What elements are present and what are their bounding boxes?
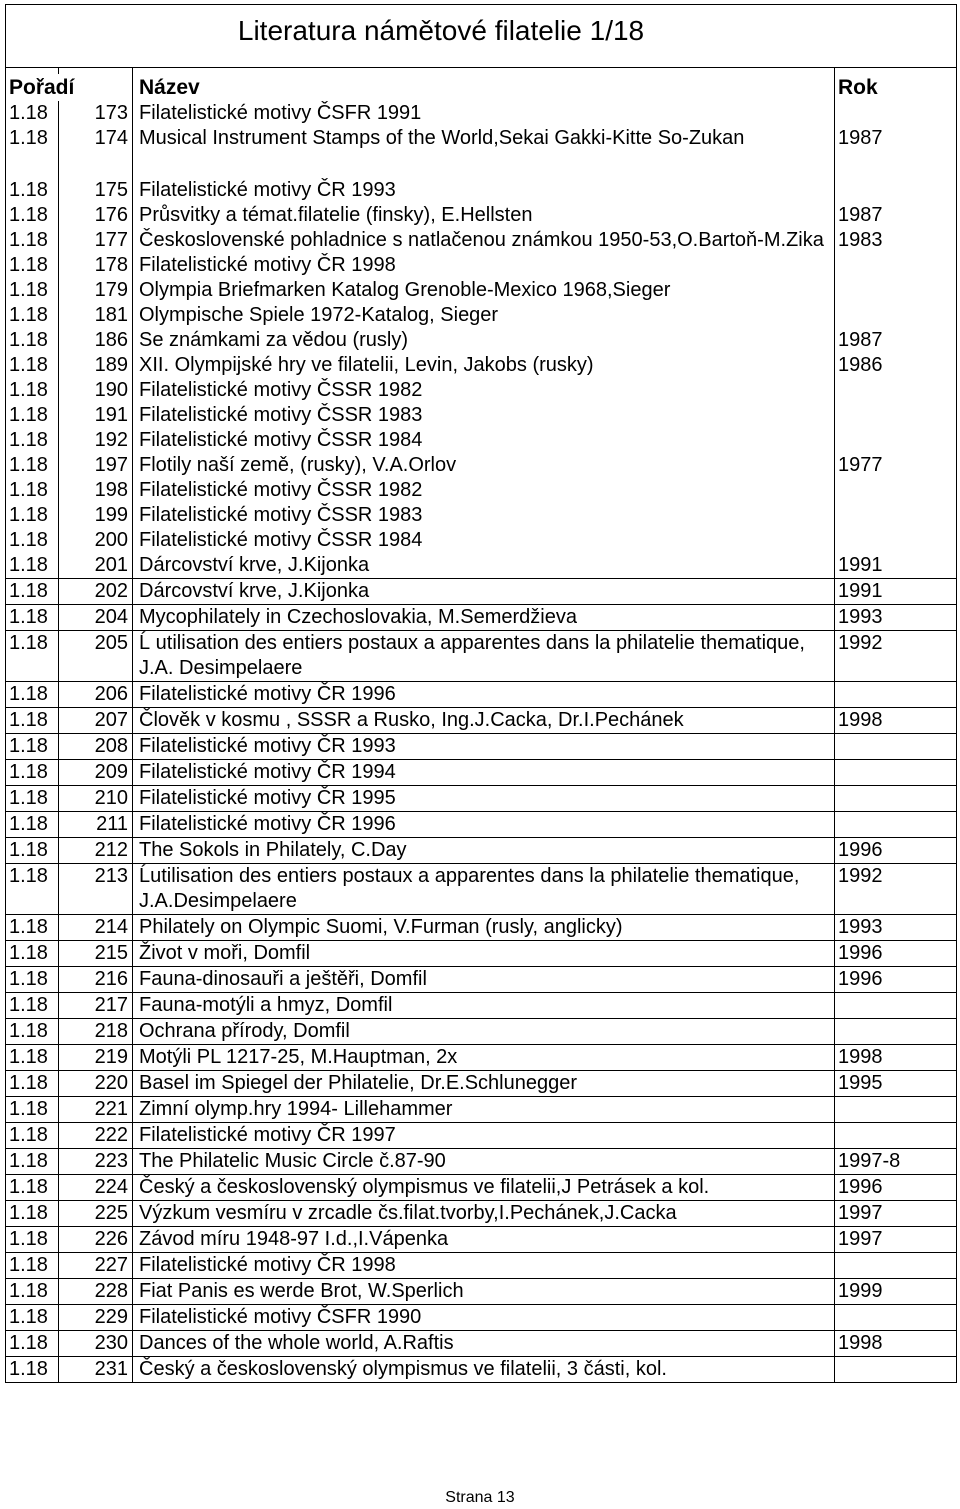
- row-title-cell: Filatelistické motivy ČSSR 1983: [133, 503, 835, 528]
- row-title-cell: The Sokols in Philately, C.Day: [133, 838, 835, 864]
- row-number-cell: 214: [59, 915, 133, 941]
- row-number-cell: 221: [59, 1097, 133, 1123]
- row-year-cell: 1992: [835, 631, 957, 682]
- row-number-cell: 197: [59, 453, 133, 478]
- table-row: [6, 253, 957, 278]
- table-row: [6, 1019, 957, 1045]
- row-number-cell: 226: [59, 1227, 133, 1253]
- row-order-cell: 1.18: [6, 428, 59, 453]
- row-year-cell: 1992: [835, 864, 957, 915]
- row-order-cell: 1.18: [6, 1279, 59, 1305]
- row-order-cell: 1.18: [6, 915, 59, 941]
- row-year-cell: 1996: [835, 941, 957, 967]
- row-order-cell: 1.18: [6, 228, 59, 253]
- row-title-cell: [133, 151, 835, 178]
- table-row: [6, 278, 957, 303]
- row-order-cell: 1.18: [6, 1175, 59, 1201]
- row-year-cell: [835, 812, 957, 838]
- row-order-cell: 1.18: [6, 1227, 59, 1253]
- row-year-cell: 1991: [835, 579, 957, 605]
- row-year-cell: 1986: [835, 353, 957, 378]
- row-year-cell: [835, 101, 957, 126]
- row-number-cell: 222: [59, 1123, 133, 1149]
- row-order-cell: 1.18: [6, 328, 59, 353]
- row-number-cell: 181: [59, 303, 133, 328]
- page-title-text: Literatura námětové filatelie 1/18: [237, 14, 645, 46]
- row-year-cell: 1999: [835, 1279, 957, 1305]
- row-number-cell: 215: [59, 941, 133, 967]
- row-order-cell: 1.18: [6, 453, 59, 478]
- row-order-cell: 1.18: [6, 1305, 59, 1331]
- row-title-cell: Dárcovství krve, J.Kijonka: [133, 553, 835, 579]
- row-year-cell: [835, 278, 957, 303]
- row-order-cell: 1.18: [6, 1253, 59, 1279]
- row-title-cell: Člověk v kosmu , SSSR a Rusko, Ing.J.Cacka, Dr.I.Pechánek: [133, 708, 835, 734]
- row-order-cell: 1.18: [6, 812, 59, 838]
- table-row: [6, 631, 957, 682]
- row-year-cell: [835, 303, 957, 328]
- row-year-cell: 1977: [835, 453, 957, 478]
- row-title-cell: Filatelistické motivy ČR 1994: [133, 760, 835, 786]
- row-number-cell: 220: [59, 1071, 133, 1097]
- page-footer: Strana 13: [445, 1489, 515, 1506]
- row-year-cell: 1987: [835, 126, 957, 151]
- table-row: [6, 428, 957, 453]
- row-order-cell: 1.18: [6, 1019, 59, 1045]
- row-title-cell: Fiat Panis es werde Brot, W.Sperlich: [133, 1279, 835, 1305]
- row-year-cell: [835, 1123, 957, 1149]
- table-row: [6, 503, 957, 528]
- row-number-cell: 231: [59, 1357, 133, 1383]
- row-order-cell: 1.18: [6, 303, 59, 328]
- table-row: [6, 378, 957, 403]
- row-title-cell: Ĺutilisation des entiers postaux a apparentes dans la philatelie thematique, J.A.Desimpelaere: [133, 864, 835, 915]
- row-year-cell: 1996: [835, 1175, 957, 1201]
- row-order-cell: 1.18: [6, 967, 59, 993]
- row-order-cell: 1.18: [6, 1331, 59, 1357]
- row-number-cell: 189: [59, 353, 133, 378]
- row-number-cell: 179: [59, 278, 133, 303]
- row-number-cell: 208: [59, 734, 133, 760]
- row-number-cell: 213: [59, 864, 133, 915]
- row-year-cell: [835, 378, 957, 403]
- row-order-cell: 1.18: [6, 503, 59, 528]
- row-order-cell: 1.18: [6, 838, 59, 864]
- row-order-cell: 1.18: [6, 760, 59, 786]
- row-year-cell: 1997: [835, 1227, 957, 1253]
- row-title-cell: The Philatelic Music Circle č.87-90: [133, 1149, 835, 1175]
- table-row: [6, 1071, 957, 1097]
- row-number-cell: [59, 151, 133, 178]
- row-title-cell: Závod míru 1948-97 I.d.,I.Vápenka: [133, 1227, 835, 1253]
- table-row: [6, 151, 957, 178]
- row-order-cell: 1.18: [6, 1357, 59, 1383]
- table-row: [6, 478, 957, 503]
- row-title-cell: Ochrana přírody, Domfil: [133, 1019, 835, 1045]
- row-order-cell: 1.18: [6, 708, 59, 734]
- row-year-cell: 1998: [835, 1045, 957, 1071]
- row-number-cell: 227: [59, 1253, 133, 1279]
- table-row: [6, 228, 957, 253]
- row-title-cell: Flotily naší země, (rusky), V.A.Orlov: [133, 453, 835, 478]
- row-title-cell: Filatelistické motivy ČR 1993: [133, 734, 835, 760]
- row-order-cell: 1.18: [6, 403, 59, 428]
- row-year-cell: [835, 503, 957, 528]
- row-title-cell: Československé pohladnice s natlačenou známkou 1950-53,O.Bartoň-M.Zika: [133, 228, 835, 253]
- row-order-cell: 1.18: [6, 101, 59, 126]
- row-order-cell: 1.18: [6, 682, 59, 708]
- row-title-cell: Zimní olymp.hry 1994- Lillehammer: [133, 1097, 835, 1123]
- row-order-cell: 1.18: [6, 993, 59, 1019]
- row-year-cell: 1993: [835, 915, 957, 941]
- row-order-cell: 1.18: [6, 786, 59, 812]
- row-order-cell: 1.18: [6, 605, 59, 631]
- row-year-cell: 1998: [835, 1331, 957, 1357]
- row-title-cell: Život v moři, Domfil: [133, 941, 835, 967]
- row-title-cell: Filatelistické motivy ČR 1996: [133, 812, 835, 838]
- row-year-cell: 1993: [835, 605, 957, 631]
- row-number-cell: 200: [59, 528, 133, 553]
- table-row: [6, 1201, 957, 1227]
- row-title-cell: Filatelistické motivy ČSSR 1982: [133, 478, 835, 503]
- header-order: Pořadí: [6, 74, 133, 101]
- row-order-cell: 1.18: [6, 1045, 59, 1071]
- row-number-cell: 205: [59, 631, 133, 682]
- row-year-cell: [835, 993, 957, 1019]
- row-number-cell: 219: [59, 1045, 133, 1071]
- row-number-cell: 211: [59, 812, 133, 838]
- row-title-cell: Basel im Spiegel der Philatelie, Dr.E.Schlunegger: [133, 1071, 835, 1097]
- row-year-cell: 1995: [835, 1071, 957, 1097]
- row-title-cell: Se známkami za vědou (rusly): [133, 328, 835, 353]
- row-title-cell: Motýli PL 1217-25, M.Hauptman, 2x: [133, 1045, 835, 1071]
- row-number-cell: 174: [59, 126, 133, 151]
- table-row: [6, 967, 957, 993]
- row-title-cell: XII. Olympijské hry ve filatelii, Levin, Jakobs (rusky): [133, 353, 835, 378]
- table-row: [6, 708, 957, 734]
- row-title-cell: Filatelistické motivy ČSFR 1991: [133, 101, 835, 126]
- table-row: [6, 1279, 957, 1305]
- row-title-cell: Fauna-dinosauři a ještěři, Domfil: [133, 967, 835, 993]
- table-row: [6, 1227, 957, 1253]
- row-year-cell: 1987: [835, 328, 957, 353]
- row-title-cell: Filatelistické motivy ČSSR 1982: [133, 378, 835, 403]
- row-title-cell: Musical Instrument Stamps of the World,Sekai Gakki-Kitte So-Zukan: [133, 126, 835, 151]
- table-row: [6, 1305, 957, 1331]
- row-order-cell: 1.18: [6, 734, 59, 760]
- table-row: [6, 126, 957, 151]
- row-title-cell: Dances of the whole world, A.Raftis: [133, 1331, 835, 1357]
- row-number-cell: 190: [59, 378, 133, 403]
- row-title-cell: Olympia Briefmarken Katalog Grenoble-Mexico 1968,Sieger: [133, 278, 835, 303]
- row-order-cell: 1.18: [6, 631, 59, 682]
- row-number-cell: 192: [59, 428, 133, 453]
- row-order-cell: 1.18: [6, 1149, 59, 1175]
- table-row: [6, 993, 957, 1019]
- row-title-cell: Filatelistické motivy ČR 1995: [133, 786, 835, 812]
- row-title-cell: Výzkum vesmíru v zrcadle čs.filat.tvorby,I.Pechánek,J.Cacka: [133, 1201, 835, 1227]
- row-title-cell: Český a československý olympismus ve filatelii,J Petrásek a kol.: [133, 1175, 835, 1201]
- row-order-cell: 1.18: [6, 553, 59, 579]
- table-row: [6, 1175, 957, 1201]
- row-year-cell: [835, 1019, 957, 1045]
- row-number-cell: 225: [59, 1201, 133, 1227]
- row-title-cell: Filatelistické motivy ČSSR 1984: [133, 528, 835, 553]
- row-year-cell: 1987: [835, 203, 957, 228]
- row-year-cell: 1996: [835, 838, 957, 864]
- row-order-cell: [6, 151, 59, 178]
- table-row: [6, 864, 957, 915]
- row-number-cell: 198: [59, 478, 133, 503]
- row-title-cell: Dárcovství krve, J.Kijonka: [133, 579, 835, 605]
- row-year-cell: 1997-8: [835, 1149, 957, 1175]
- header-year: Rok: [835, 74, 957, 101]
- row-number-cell: 204: [59, 605, 133, 631]
- row-year-cell: 1996: [835, 967, 957, 993]
- row-title-cell: Filatelistické motivy ČR 1993: [133, 178, 835, 203]
- row-number-cell: 206: [59, 682, 133, 708]
- row-title-cell: Mycophilately in Czechoslovakia, M.Semerdžieva: [133, 605, 835, 631]
- literature-sheet: [5, 4, 956, 1383]
- table-row: [6, 579, 957, 605]
- table-row: [6, 203, 957, 228]
- row-year-cell: [835, 1097, 957, 1123]
- row-title-cell: Fauna-motýli a hmyz, Domfil: [133, 993, 835, 1019]
- row-number-cell: 230: [59, 1331, 133, 1357]
- row-number-cell: 177: [59, 228, 133, 253]
- row-title-cell: Filatelistické motivy ČR 1998: [133, 253, 835, 278]
- row-year-cell: 1998: [835, 708, 957, 734]
- row-title-cell: Filatelistické motivy ČR 1996: [133, 682, 835, 708]
- row-title-cell: Filatelistické motivy ČR 1997: [133, 1123, 835, 1149]
- row-order-cell: 1.18: [6, 579, 59, 605]
- table-row: [6, 838, 957, 864]
- row-number-cell: 218: [59, 1019, 133, 1045]
- header-name: Název: [133, 74, 835, 101]
- table-row: [6, 941, 957, 967]
- row-title-cell: Filatelistické motivy ČSSR 1983: [133, 403, 835, 428]
- row-title-cell: Filatelistické motivy ČR 1998: [133, 1253, 835, 1279]
- table-row: [6, 786, 957, 812]
- table-row: [6, 734, 957, 760]
- row-year-cell: 1991: [835, 553, 957, 579]
- row-title-cell: Filatelistické motivy ČSFR 1990: [133, 1305, 835, 1331]
- row-year-cell: [835, 428, 957, 453]
- row-number-cell: 199: [59, 503, 133, 528]
- row-title-cell: Olympische Spiele 1972-Katalog, Sieger: [133, 303, 835, 328]
- page-title: [6, 5, 957, 68]
- row-number-cell: 217: [59, 993, 133, 1019]
- table-row: [6, 1097, 957, 1123]
- row-number-cell: 223: [59, 1149, 133, 1175]
- row-order-cell: 1.18: [6, 1123, 59, 1149]
- table-row: [6, 303, 957, 328]
- row-number-cell: 175: [59, 178, 133, 203]
- row-number-cell: 173: [59, 101, 133, 126]
- row-year-cell: 1997: [835, 1201, 957, 1227]
- table-row: [6, 553, 957, 579]
- table-row: [6, 453, 957, 478]
- row-order-cell: 1.18: [6, 253, 59, 278]
- row-number-cell: 216: [59, 967, 133, 993]
- table-row: [6, 812, 957, 838]
- row-title-cell: Průsvitky a témat.filatelie (finsky), E.Hellsten: [133, 203, 835, 228]
- table-row: [6, 1331, 957, 1357]
- row-order-cell: 1.18: [6, 864, 59, 915]
- row-title-cell: Filatelistické motivy ČSSR 1984: [133, 428, 835, 453]
- table-row: [6, 353, 957, 378]
- row-order-cell: 1.18: [6, 378, 59, 403]
- row-number-cell: 201: [59, 553, 133, 579]
- header-row: [6, 74, 957, 101]
- table-row: [6, 178, 957, 203]
- table-row: [6, 1253, 957, 1279]
- row-year-cell: [835, 1305, 957, 1331]
- row-year-cell: [835, 734, 957, 760]
- table-row: [6, 1045, 957, 1071]
- row-order-cell: 1.18: [6, 203, 59, 228]
- title-row: [6, 5, 957, 68]
- row-number-cell: 212: [59, 838, 133, 864]
- row-title-cell: Ĺ utilisation des entiers postaux a apparentes dans la philatelie thematique, J.A. Desimpelaere: [133, 631, 835, 682]
- row-order-cell: 1.18: [6, 528, 59, 553]
- row-number-cell: 191: [59, 403, 133, 428]
- row-number-cell: 207: [59, 708, 133, 734]
- row-year-cell: [835, 1253, 957, 1279]
- row-year-cell: [835, 478, 957, 503]
- row-year-cell: [835, 786, 957, 812]
- row-number-cell: 176: [59, 203, 133, 228]
- row-number-cell: 186: [59, 328, 133, 353]
- row-order-cell: 1.18: [6, 1201, 59, 1227]
- row-year-cell: [835, 528, 957, 553]
- table-row: [6, 403, 957, 428]
- row-year-cell: [835, 151, 957, 178]
- row-year-cell: [835, 682, 957, 708]
- row-order-cell: 1.18: [6, 941, 59, 967]
- row-order-cell: 1.18: [6, 126, 59, 151]
- table-row: [6, 1123, 957, 1149]
- row-order-cell: 1.18: [6, 278, 59, 303]
- row-title-cell: Český a československý olympismus ve filatelii, 3 části, kol.: [133, 1357, 835, 1383]
- table-row: [6, 1357, 957, 1383]
- table-row: [6, 605, 957, 631]
- table-row: [6, 328, 957, 353]
- table-row: [6, 1149, 957, 1175]
- table-row: [6, 101, 957, 126]
- row-order-cell: 1.18: [6, 1071, 59, 1097]
- row-year-cell: 1983: [835, 228, 957, 253]
- row-year-cell: [835, 253, 957, 278]
- row-number-cell: 210: [59, 786, 133, 812]
- row-order-cell: 1.18: [6, 478, 59, 503]
- literature-table: [5, 4, 957, 1383]
- row-year-cell: [835, 1357, 957, 1383]
- row-title-cell: Philately on Olympic Suomi, V.Furman (rusly, anglicky): [133, 915, 835, 941]
- row-number-cell: 202: [59, 579, 133, 605]
- row-year-cell: [835, 403, 957, 428]
- row-order-cell: 1.18: [6, 1097, 59, 1123]
- table-row: [6, 528, 957, 553]
- row-year-cell: [835, 760, 957, 786]
- row-number-cell: 209: [59, 760, 133, 786]
- row-order-cell: 1.18: [6, 353, 59, 378]
- table-row: [6, 760, 957, 786]
- row-year-cell: [835, 178, 957, 203]
- row-order-cell: 1.18: [6, 178, 59, 203]
- table-row: [6, 915, 957, 941]
- row-number-cell: 178: [59, 253, 133, 278]
- table-row: [6, 682, 957, 708]
- row-number-cell: 224: [59, 1175, 133, 1201]
- row-number-cell: 228: [59, 1279, 133, 1305]
- row-number-cell: 229: [59, 1305, 133, 1331]
